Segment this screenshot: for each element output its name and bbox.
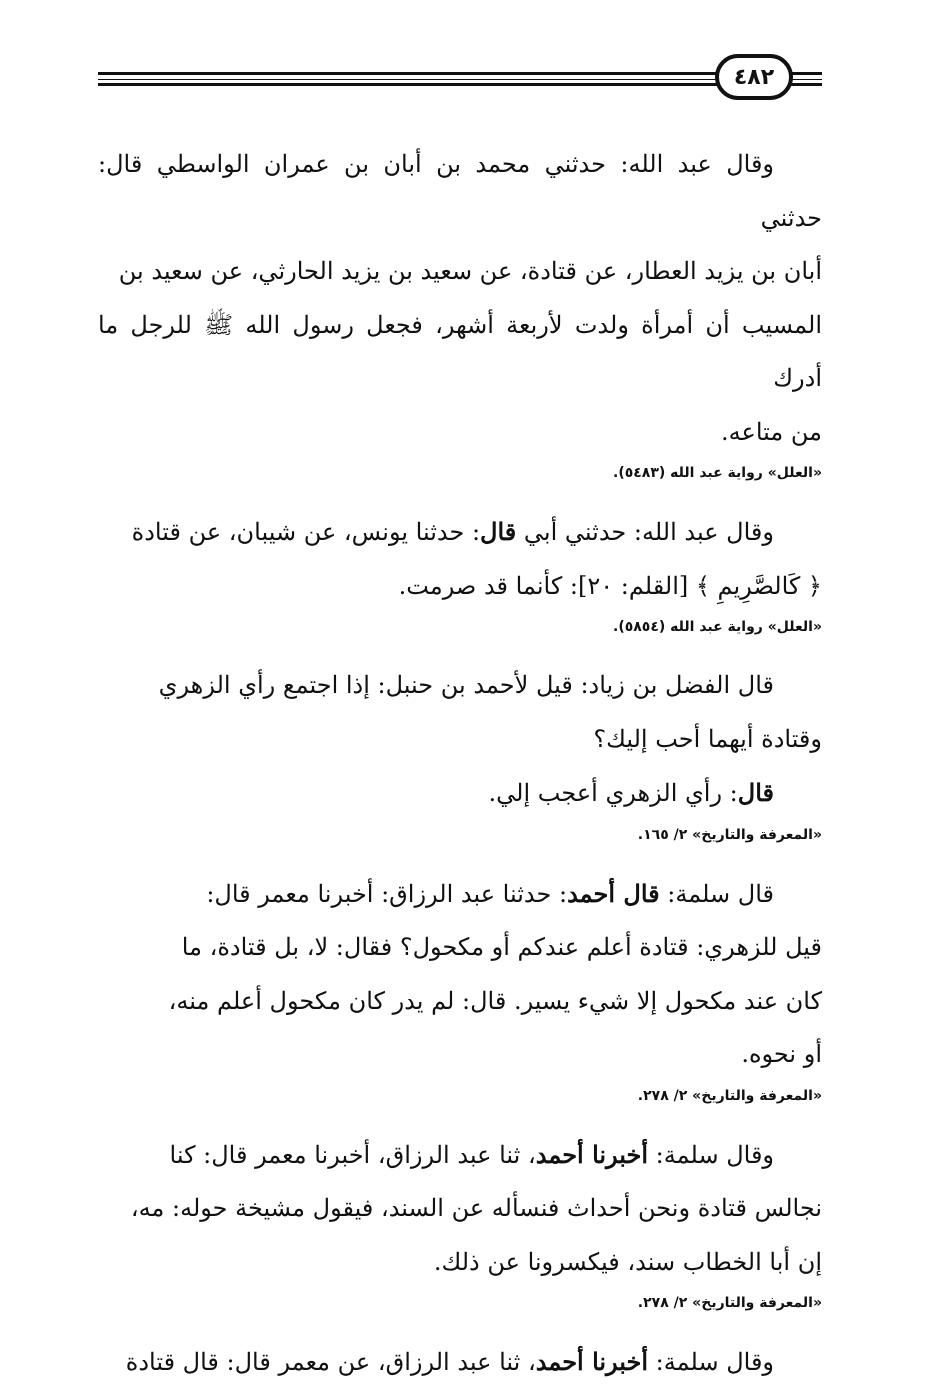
narration-line: وقتادة أيهما أحب إليك؟ bbox=[593, 724, 822, 753]
header-rule bbox=[788, 72, 822, 75]
narration-block bbox=[98, 505, 822, 637]
header-rule bbox=[98, 72, 722, 75]
narration-line: نجالس قتادة ونحن أحداث فنسأله عن السند، فيقول مشيخة حوله: مه، bbox=[130, 1194, 822, 1222]
narration-line: إن أبا الخطاب سند، فيكسرونا عن ذلك. bbox=[433, 1247, 822, 1276]
narration-line: كان عند مكحول إلا شيء يسير. قال: لم يدر كان مكحول أعلم منه، bbox=[168, 986, 822, 1015]
narration-block bbox=[98, 1128, 822, 1314]
source-citation: «المعرفة والتاريخ» ٢/ ١٦٥. bbox=[637, 826, 822, 843]
source-citation: «العلل» رواية عبد الله (٥٨٥٤). bbox=[613, 619, 822, 635]
narration-line: وقال سلمة: أخبرنا أحمد، ثنا عبد الرزاق، أخبرنا معمر قال: كنا bbox=[169, 1139, 774, 1169]
narration-line: قال: رأي الزهري أعجب إلي. bbox=[488, 778, 774, 807]
narration-line: وقال سلمة: أخبرنا أحمد، ثنا عبد الرزاق، عن معمر قال: قال قتادة bbox=[125, 1347, 774, 1376]
narration-line: المسيب أن أمرأة ولدت لأربعة أشهر، فجعل رسول الله ﷺ للرجل ما أدرك bbox=[98, 310, 822, 392]
source-citation: «المعرفة والتاريخ» ٢/ ٢٧٨. bbox=[637, 1087, 822, 1104]
narration-block bbox=[98, 659, 822, 845]
page-number: ٤٨٢ bbox=[715, 54, 793, 100]
header-rule bbox=[788, 83, 822, 86]
source-citation: «المعرفة والتاريخ» ٢/ ٢٧٨. bbox=[637, 1295, 822, 1311]
narration-line: قال الفضل بن زياد: قيل لأحمد بن حنبل: إذا اجتمع رأي الزهري bbox=[158, 671, 774, 699]
narration-line: قيل للزهري: قتادة أعلم عندكم أو مكحول؟ فقال: لا، بل قتادة، ما bbox=[181, 933, 822, 961]
narration-line: أو نحوه. bbox=[741, 1040, 822, 1068]
narration-line: من متاعه. bbox=[721, 417, 822, 446]
narration-block bbox=[98, 1335, 822, 1390]
page-body bbox=[98, 138, 822, 1390]
narration-line: وقال عبد الله: حدثني محمد بن أبان بن عمران الواسطي قال: حدثني bbox=[98, 150, 822, 232]
header-rule bbox=[98, 79, 722, 80]
narration-line: أبان بن يزيد العطار، عن قتادة، عن سعيد بن يزيد الحارثي، عن سعيد بن bbox=[118, 257, 822, 285]
header-rule bbox=[788, 79, 822, 80]
narration-line: قال سلمة: قال أحمد: حدثنا عبد الرزاق: أخبرنا معمر قال: bbox=[206, 878, 774, 908]
narration-line: ﴿ كَالصَّرِيمِ ﴾ [القلم: ٢٠]: كأنما قد صرمت. bbox=[398, 571, 822, 600]
narration-line: وقال عبد الله: حدثني أبي قال: حدثنا يونس، عن شيبان، عن قتادة bbox=[131, 517, 774, 546]
header-rule bbox=[98, 83, 722, 86]
page-header bbox=[98, 52, 822, 102]
narration-block bbox=[98, 867, 822, 1106]
source-citation: «العلل» رواية عبد الله (٥٤٨٣). bbox=[613, 465, 822, 481]
narration-block bbox=[98, 138, 822, 483]
